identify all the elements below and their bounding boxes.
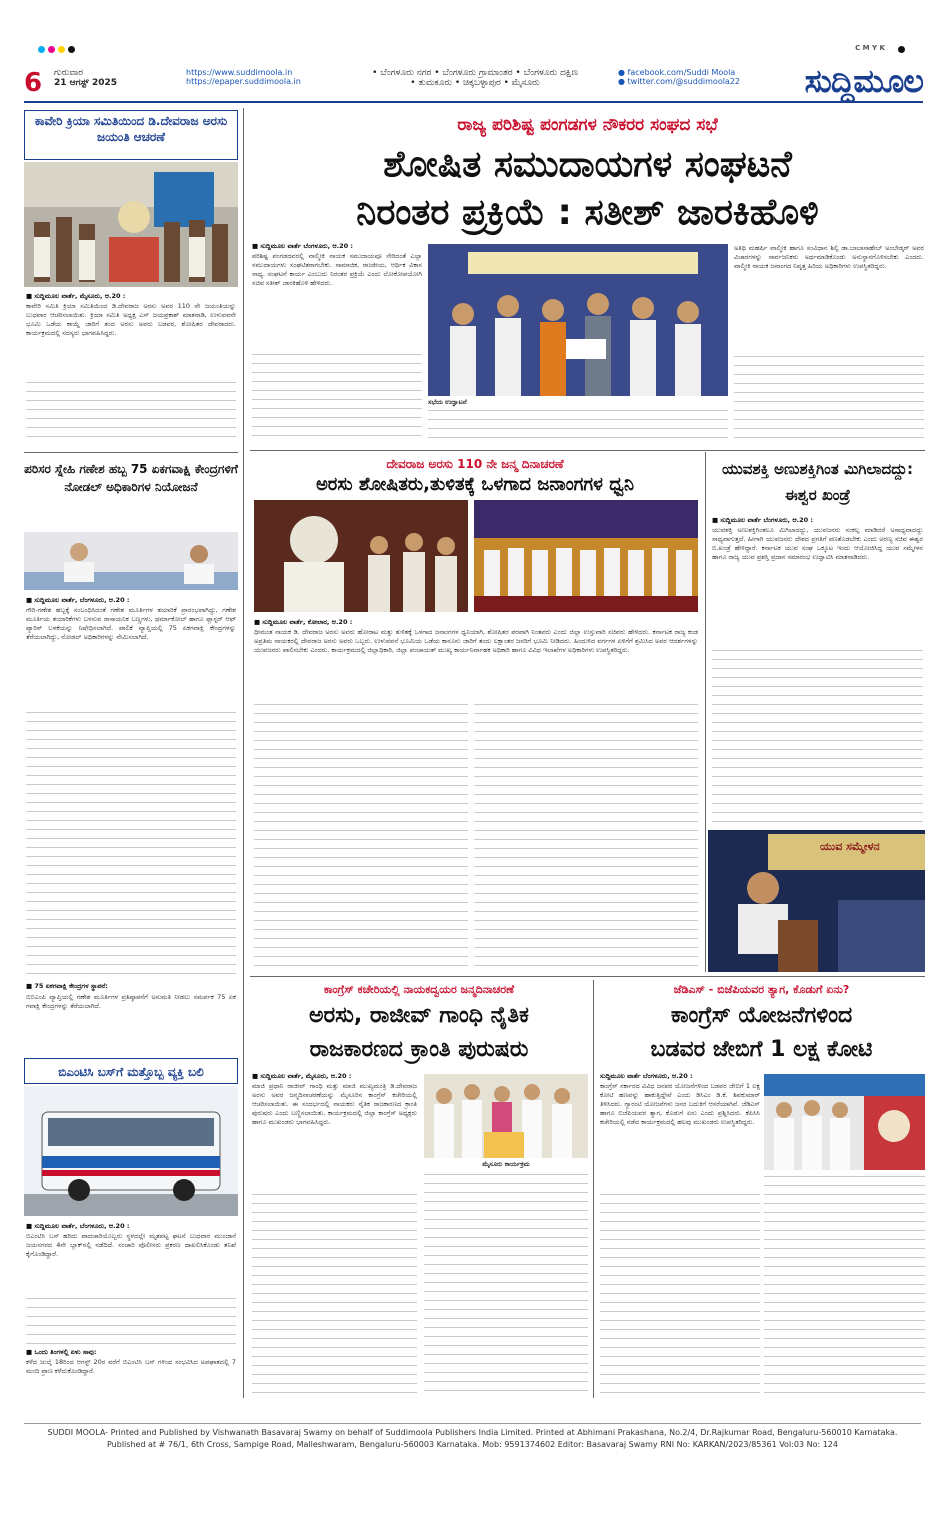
left-story1-text-continuation (26, 380, 236, 438)
bottom-left-headline-line2: ರಾಜಕಾರಣದ ಕ್ರಾಂತಿ ಪುರುಷರು (309, 1037, 529, 1062)
left-story3-text-continuation (26, 1296, 236, 1344)
main-bottom-rule (250, 450, 925, 451)
registration-black (68, 46, 75, 53)
registration-yellow (58, 46, 65, 53)
twitter-icon: ● (618, 77, 625, 86)
bottom-left-photo (424, 1074, 588, 1158)
right-headline: ಯುವಶಕ್ತಿ ಅಣುಶಕ್ತಿಗಿಂತ ಮಿಗಿಲಾದದ್ದು: ಈಶ್ವರ ಖಂಡ್ರೆ (721, 460, 914, 504)
footer-line-1: SUDDI MOOLA- Printed and Published by Vishwanath Basavaraj Swamy on behalf of Suddimoola Publishers India Limited. Printed at Abhimani Prakashana, No.2/4, Dr.Rajkumar Road, Bengaluru-560010 Karnataka. (47, 1428, 898, 1437)
twitter-link[interactable]: ● twitter.com/@suddimoola22 (618, 77, 741, 86)
main-body-right: ಅತಿಥಿ ಮಹರ್ಷಿ ವಾಲ್ಮೀಕಿ ಹಾಗೂ ಸಂವಿಧಾನ ಶಿಲ್ಪಿ ಡಾ.ಬಾಬಾಸಾಹೇಬ್ ಅಂಬೇಡ್ಕರ್ ಅವರ ವಿಚಾರಗಳನ್ನು ಸಾರ್ವಜನಿಕರು ಅರ್ಥಮಾಡಿಕೊಂಡು ಅನುಸ್ಥಾನಗೊಳಿಸಬೇಕು ಎಂದರು. ವಾಲ್ಮೀಕಿ ನಾಯಕ ಜನಾಂಗದ ನಿವೃತ್ತ ಹಿರಿಯ ಅಧಿಕಾರಿಗಳು ಉಪಸ್ಥಿತರಿದ್ದರು. (734, 244, 924, 270)
left-story2-headline: ಪರಿಸರ ಸ್ನೇಹಿ ಗಣೇಶ ಹಬ್ಬ 75 ಏಕಗವಾಕ್ಷಿ ಕೇಂದ್ರಗಳಿಗೆ ನೋಡಲ್ ಅಧಿಕಾರಿಗಳ ನಿಯೋಜನೆ (24, 462, 238, 494)
center-headline: ಅರಸು ಶೋಷಿತರು,ತುಳಿತಕ್ಕೆ ಒಳಗಾದ ಜನಾಂಗಗಳ ಧ್ವನಿ (315, 474, 635, 495)
facebook-link[interactable]: ● facebook.com/Suddi Moola (618, 68, 736, 77)
bottom-right-dateline: ಸುದ್ದಿಮೂಲ ವಾರ್ತೆ ಬೆಂಗಳೂರು, ಆ.20 : (600, 1072, 693, 1080)
bottom-left-text-continuation-1 (252, 1192, 417, 1398)
bottom-right-headline-line2: ಬಡವರ ಜೇಬಿಗೆ 1 ಲಕ್ಷ ಕೋಟಿ (650, 1037, 873, 1062)
registration-magenta (48, 46, 55, 53)
left-story3-body2: ಕಳೆದ ಜುಲೈ 18ರಿಂದ ಆಗಸ್ಟ್ 20ರ ವರೆಗೆ ಬಿಎಂಟಿಸಿ ಬಸ್ ಗಳಿಂದ ಸಂಭವಿಸಿದ ಅಪಘಾತದಲ್ಲಿ 7 ಮಂದಿ ಪ್ರಾಣ ಕಳೆದುಕೊಂಡಿದ್ದಾರೆ. (26, 1358, 236, 1375)
bottom-left-body: ಮಾಜಿ ಪ್ರಧಾನಿ ರಾಜೀವ್ ಗಾಂಧಿ ಮತ್ತು ಮಾಜಿ ಮುಖ್ಯಮಂತ್ರಿ ಡಿ.ದೇವರಾಜ ಅರಸು ಅವರ ಜನ್ಮದಿನಾಚರಣೆಯನ್ನು ಮೈಸೂರಿನ ಕಾಂಗ್ರೆಸ್ ಕಚೇರಿಯಲ್ಲಿ ಆಚರಿಸಲಾಯಿತು. ಈ ಸಂದರ್ಭದಲ್ಲಿ ನಾಯಕರು ನೈತಿಕ ರಾಜಕಾರಣದ ಕ್ರಾಂತಿ ಪುರುಷರು ಎಂದು ಬಣ್ಣಿಸಲಾಯಿತು. ಕಾರ್ಯಕ್ರಮದಲ್ಲಿ ಜಿಲ್ಲಾ ಕಾಂಗ್ರೆಸ್ ಅಧ್ಯಕ್ಷರು ಹಾಗೂ ಮುಖಂಡರು ಭಾಗವಹಿಸಿದ್ದರು. (252, 1082, 417, 1126)
center-photo-right (474, 500, 698, 612)
right-photo-banner: ಯುವ ಸಮ್ಮೇಳನ (820, 840, 880, 853)
page-number: 6 (24, 68, 43, 98)
date: 21 ಆಗಸ್ಟ್ 2025 (54, 78, 117, 88)
registration-black-right (898, 46, 905, 53)
bottom-right-text-continuation-2 (764, 1174, 925, 1398)
left-story2-body: ಗೌರಿ-ಗಣೇಶ ಹಬ್ಬಕ್ಕೆ ಸಂಬಂಧಿಸಿದಂತೆ ಗಣೇಶ ಮೂರ್ತಿಗಳ ತಯಾರಿಕೆ ಪ್ರಾರಂಭವಾಗಿದ್ದು, ಗಣೇಶ ಮೂರ್ತಿಯ ತಯಾರಿಕೆಗಳು ಬಳಸುವ ರಾಸಾಯನಿಕ ಬಣ್ಣಗಳು, ಥರ್ಮಾಕೋಲ್ ಹಾಗೂ ಪ್ಲಾಸ್ಟರ್ ಆಫ್ ಪ್ಯಾರಿಸ್ ಬಳಕೆಯನ್ನು ನಿಷೇಧಿಸಲಾಗಿದೆ. ಪಾಲಿಕೆ ವ್ಯಾಪ್ತಿಯಲ್ಲಿ 75 ಏಕಗವಾಕ್ಷಿ ಕೇಂದ್ರಗಳನ್ನು ತೆರೆಯಲಾಗಿದ್ದು, ನೋಡಲ್ ಅಧಿಕಾರಿಗಳನ್ನು ನೇಮಿಸಲಾಗಿದೆ. (26, 606, 236, 641)
epaper-link[interactable]: https://epaper.suddimoola.in (186, 77, 301, 86)
bottom-right-body: ಕಾಂಗ್ರೆಸ್ ಸರ್ಕಾರದ ವಿವಿಧ ಜನಪರ ಯೋಜನೆಗಳಿಂದ ಬಡವರ ಜೇಬಿಗೆ 1 ಲಕ್ಷ ಕೋಟಿ ಹಣವನ್ನು ಹಾಕುತ್ತಿದ್ದೇವೆ ಎಂದು ಡಿಸಿಎಂ ಡಿ.ಕೆ. ಶಿವಕುಮಾರ್ ತಿಳಿಸಿದರು. ಗ್ಯಾರಂಟಿ ಯೋಜನೆಗಳು ಜನರ ಬದುಕಿಗೆ ಆಸರೆಯಾಗಿವೆ. ಜೆಡಿಎಸ್ ಹಾಗೂ ಬಿಜೆಪಿಯವರ ತ್ಯಾಗ, ಕೊಡುಗೆ ಏನು ಎಂದು ಪ್ರಶ್ನಿಸಿದರು. ಕೆಪಿಸಿಸಿ ಕಚೇರಿಯಲ್ಲಿ ನಡೆದ ಕಾರ್ಯಕ್ರಮದಲ್ಲಿ ಹಲವು ಮುಖಂಡರು ಉಪಸ್ಥಿತರಿದ್ದರು. (600, 1082, 760, 1126)
bottom-right-headline-line1: ಕಾಂಗ್ರೆಸ್ ಯೋಜನೆಗಳಿಂದ (670, 1003, 853, 1028)
bottom-right-kicker: ಜೆಡಿಎಸ್ - ಬಿಜೆಪಿಯವರ ತ್ಯಾಗ, ಕೊಡುಗೆ ಏನು? (673, 983, 850, 996)
bottom-divider (593, 980, 594, 1398)
center-dateline: ■ ಸುದ್ದಿಮೂಲ ವಾರ್ತೆ, ಕೋಲಾರ, ಆ.20 : (254, 618, 353, 626)
main-event-photo (428, 244, 728, 396)
registration-cyan (38, 46, 45, 53)
masthead-logo: ಸುದ್ದಿಮೂಲ (804, 62, 923, 100)
left-divider-1 (24, 452, 238, 453)
main-photo-caption: ಸಭೆಯ ಉದ್ಘಾಟನೆ (428, 398, 467, 406)
main-body-left: ಪರಿಶಿಷ್ಟ ಪಂಗಡದವರಲ್ಲಿ ವಾಲ್ಮೀಕಿ ನಾಯಕ ಸಮುದಾಯವೂ ಸೇರಿದಂತೆ ಎಲ್ಲಾ ಸಮುದಾಯಗಳು ಸಂಘಟಿತರಾಗಬೇಕು. ಸಾಮಾಜಿಕ, ರಾಜಕೀಯ, ಆರ್ಥಿಕ ವಿಕಾಸ ಸಾಧ್ಯ. ಸಂಘಟನೆ ಕಾರ್ಯ ಎಂಬುದು ನಿರಂತರ ಪ್ರಕ್ರಿಯೆ ಎಂದು ಲೋಕೋಪಯೋಗಿ ಸಚಿವ ಸತೀಶ್ ಜಾರಕಿಹೊಳಿ ಹೇಳಿದರು. (252, 252, 422, 287)
left-story1-photo (24, 162, 238, 287)
bottom-left-dateline: ■ ಸುದ್ದಿಮೂಲ ವಾರ್ತೆ, ಮೈಸೂರು, ಆ.20 : (252, 1072, 352, 1080)
main-text-left-continuation (252, 352, 422, 444)
editions-line-1: • ಬೆಂಗಳೂರು ನಗರ • ಬೆಂಗಳೂರು ಗ್ರಾಮಾಂತರ • ಬೆಂಗಳೂರು ದಕ್ಷಿಣ (372, 68, 578, 78)
left-story3-bus-photo (24, 1086, 238, 1216)
main-kicker: ರಾಜ್ಯ ಪರಿಶಿಷ್ಟ ಪಂಗಡಗಳ ನೌಕರರ ಸಂಘದ ಸಭೆ (457, 115, 718, 135)
main-dateline: ■ ಸುದ್ದಿಮೂಲ ವಾರ್ತೆ ಬೆಂಗಳೂರು, ಆ.20 : (252, 242, 353, 250)
main-headline-line2: ನಿರಂತರ ಪ್ರಕ್ರಿಯೆ : ಸತೀಶ್ ಜಾರಕಿಹೊಳಿ (356, 192, 819, 233)
editions (335, 68, 615, 88)
main-headline-line1: ಶೋಷಿತ ಸಮುದಾಯಗಳ ಸಂಘಟನೆ (383, 144, 792, 185)
left-story2-subhead: ■ 75 ಏಕಗವಾಕ್ಷಿ ಕೇಂದ್ರಗಳ ಸ್ಥಾಪನೆ: (26, 982, 108, 990)
bottom-left-headline-line1: ಅರಸು, ರಾಜೀವ್ ಗಾಂಧಿ ನೈತಿಕ (309, 1003, 529, 1028)
bottom-top-rule (250, 976, 925, 977)
center-right-divider (705, 452, 706, 972)
bottom-right-text-continuation-1 (600, 1192, 760, 1398)
date-block (54, 68, 174, 88)
center-text-continuation-left (254, 702, 468, 970)
web-links (186, 68, 326, 86)
left-column-divider (243, 108, 244, 1398)
left-story3-body: ಬಿಎಂಟಿಸಿ ಬಸ್ ಹರಿದು ಪಾದಚಾರಿಯೊಬ್ಬರು ಸ್ಥಳದಲ್ಲೇ ಮೃತಪಟ್ಟ ಘಟನೆ ಬುಧವಾರ ಮುಂಜಾನೆ ಜಯನಗರದ 4ನೇ ಬ್ಲಾಕ್‌ನಲ್ಲಿ ನಡೆದಿದೆ. ಸಂಚಾರಿ ಪೊಲೀಸರು ಪ್ರಕರಣ ದಾಖಲಿಸಿಕೊಂಡು ತನಿಖೆ ಕೈಗೊಂಡಿದ್ದಾರೆ. (26, 1232, 236, 1258)
center-text-continuation-right (474, 702, 698, 970)
footer-imprint (24, 1423, 921, 1451)
bottom-left-kicker: ಕಾಂಗ್ರೆಸ್ ಕಚೇರಿಯಲ್ಲಿ ನಾಯಕದ್ವಯರ ಜನ್ಮದಿನಾಚರಣೆ (323, 983, 515, 996)
bottom-left-photo-caption: ಮೈಸೂರು ಕಾರ್ಯಕ್ರಮ (482, 1160, 530, 1168)
right-text-continuation (712, 648, 923, 824)
day: ಗುರುವಾರ (54, 68, 84, 78)
main-text-right-continuation (734, 354, 924, 444)
center-body: ಧೀಮಂತ ನಾಯಕ ಡಿ. ದೇವರಾಜ ಅರಸು ಅವರು ಹೋರಾಟ ಮತ್ತು ತುಳಿತಕ್ಕೆ ಒಳಗಾದ ಜನಾಂಗಗಳ ಧ್ವನಿಯಾಗಿ, ಶೋಷಿತರ ಪರವಾಗಿ ನಿಂತವರು ಎಂದು ಜಿಲ್ಲಾ ಉಸ್ತುವಾರಿ ಸಚಿವರು ಹೇಳಿದರು. ಕರ್ನಾಟಕ ರಾಜ್ಯ ಕಂಡ ಅಪ್ರತಿಮ ನಾಯಕರಲ್ಲಿ ದೇವರಾಜ ಅರಸು ಅವರು ಒಬ್ಬರು. ಉಳುವವನೆ ಭೂಮಿಯ ಒಡೆಯ ಕಾನೂನು ಜಾರಿಗೆ ತಂದು ಲಕ್ಷಾಂತರ ಜನರಿಗೆ ಭೂಮಿ ನೀಡಿದರು. ಹಿಂದುಳಿದ ವರ್ಗಗಳ ಏಳಿಗೆಗೆ ಶ್ರಮಿಸಿದ ಅವರ ಆದರ್ಶಗಳನ್ನು ಯುವಜನರು ಪಾಲಿಸಬೇಕು ಎಂದರು. ಕಾರ್ಯಕ್ರಮದಲ್ಲಿ ಜಿಲ್ಲಾಧಿಕಾರಿ, ಜಿಲ್ಲಾ ಪಂಚಾಯತ್ ಮುಖ್ಯ ಕಾರ್ಯನಿರ್ವಾಹಕ ಅಧಿಕಾರಿ ಹಾಗೂ ವಿವಿಧ ಇಲಾಖೆಗಳ ಅಧಿಕಾರಿಗಳು ಉಪಸ್ಥಿತರಿದ್ದರು. (254, 628, 698, 654)
left-story3-subhead: ■ ಒಂದು ತಿಂಗಳಲ್ಲಿ ಏಳು ಸಾವು: (26, 1348, 97, 1356)
left-story2-photo (24, 532, 238, 590)
editions-line-2: • ತುಮಕೂರು • ಚಿಕ್ಕಬಳ್ಳಾಪುರ • ಮೈಸೂರು (410, 78, 540, 88)
footer-line-2: Published at # 76/1, 6th Cross, Sampige Road, Malleshwaram, Bengaluru-560003 Karnataka. Mob: 9591374602 Editor: Basavaraj Swamy RNI No: KARKAN/2023/85361 Vol:03 No: 124 (107, 1440, 838, 1449)
left-story2-body2: ಬಿಬಿಎಂಪಿ ವ್ಯಾಪ್ತಿಯಲ್ಲಿ ಗಣೇಶ ಮೂರ್ತಿಗಳ ಪ್ರತಿಷ್ಠಾಪನೆಗೆ ಅನುಮತಿ ನೀಡಲು ಸಮರ್ಪಕ 75 ಏಕ ಗವಾಕ್ಷಿ ಕೇಂದ್ರಗಳನ್ನು ತೆರೆಯಲಾಗಿದೆ. (26, 993, 236, 1010)
center-kicker: ದೇವರಾಜ ಅರಸು 110 ನೇ ಜನ್ಮ ದಿನಾಚರಣೆ (386, 457, 564, 471)
left-story2-dateline: ■ ಸುದ್ದಿಮೂಲ ವಾರ್ತೆ, ಬೆಂಗಳೂರು, ಆ.20 : (26, 596, 130, 604)
right-dateline: ■ ಸುದ್ದಿಮೂಲ ವಾರ್ತೆ ಬೆಂಗಳೂರು, ಆ.20 : (712, 516, 813, 524)
facebook-icon: ● (618, 68, 625, 77)
left-story1-dateline: ■ ಸುದ್ದಿಮೂಲ ವಾರ್ತೆ, ಮೈಸೂರು, ಆ.20 : (26, 292, 126, 300)
left-story1-body: ಕಾವೇರಿ ಸಮಿತಿ ಕ್ರಿಯಾ ಸಮಿತಿಯಿಂದ ಡಿ.ದೇವರಾಜ ಅರಸು ಅವರ 110 ನೇ ಜಯಂತಿಯನ್ನು ಬುಧವಾರ ಆಚರಿಸಲಾಯಿತು. ಕ್ರಿಯಾ ಸಮಿತಿ ಅಧ್ಯಕ್ಷ ಎಸ್ ಜಯಪ್ರಕಾಶ್ ಮಾತನಾಡಿ, ಉಳುವವನೇ ಭೂಮಿ ಒಡೆಯ ಕಾಯ್ದೆ ಜಾರಿಗೆ ತಂದ ಅರಸು ಅವರು ಬಡವರ, ಶೋಷಿತರ ದೇವರಾದರು. ಕಾರ್ಯಕ್ರಮದಲ್ಲಿ ಸದಸ್ಯರು ಭಾಗವಹಿಸಿದ್ದರು. (26, 302, 236, 337)
social-links (618, 68, 768, 86)
center-photo-left (254, 500, 468, 612)
right-event-photo (708, 830, 925, 972)
main-text-center-continuation (428, 408, 728, 444)
header-rule (24, 101, 923, 103)
left-story2-text-continuation (26, 710, 236, 978)
bottom-left-text-continuation-2 (424, 1172, 588, 1398)
left-story3-headline: ಬಿಎಂಟಿಸಿ ಬಸ್‌ಗೆ ಮತ್ತೊಬ್ಬ ವ್ಯಕ್ತಿ ಬಲಿ (24, 1058, 238, 1084)
cmyk-label: C M Y K (855, 44, 885, 52)
left-story1-headline: ಕಾವೇರಿ ಕ್ರಿಯಾ ಸಮಿತಿಯಿಂದ ಡಿ.ದೇವರಾಜ ಅರಸು ಜಯಂತಿ ಆಚರಣೆ (24, 110, 238, 160)
website-link[interactable]: https://www.suddimoola.in (186, 68, 293, 77)
right-body: ಯುವಶಕ್ತಿ ಅಣುಶಕ್ತಿಗಿಂತಲೂ ಮಿಗಿಲಾದದ್ದು, ಯುವಜನರು ಸಂಕಲ್ಪ ಮಾಡಿದರೆ ಅಸಾಧ್ಯವಾದದ್ದು ಸಾಧ್ಯವಾಗುತ್ತದೆ. ಹೀಗಾಗಿ ಯುವಜನರು ದೇಶದ ಪ್ರಗತಿಗೆ ಪಣತೊಡಬೇಕು ಎಂದು ಅರಣ್ಯ ಸಚಿವ ಈಶ್ವರ ಬಿ.ಖಂಡ್ರೆ ಹೇಳಿದ್ದಾರೆ. ಕರ್ನಾಟಕ ಯುವ ಸಂಘ ಒಕ್ಕೂಟ ಇಂದು ಆಯೋಜಿಸಿದ್ದ ಯುವ ಸಮ್ಮೇಳನ ಹಾಗೂ ರಾಜ್ಯ ಯುವ ಪ್ರಶಸ್ತಿ ಪ್ರದಾನ ಸಮಾರಂಭ ಉದ್ಘಾಟಿಸಿ ಮಾತನಾಡಿದರು. (712, 526, 923, 561)
left-story3-dateline: ■ ಸುದ್ದಿಮೂಲ ವಾರ್ತೆ, ಬೆಂಗಳೂರು, ಆ.20 : (26, 1222, 130, 1230)
bottom-right-photo (764, 1074, 925, 1170)
